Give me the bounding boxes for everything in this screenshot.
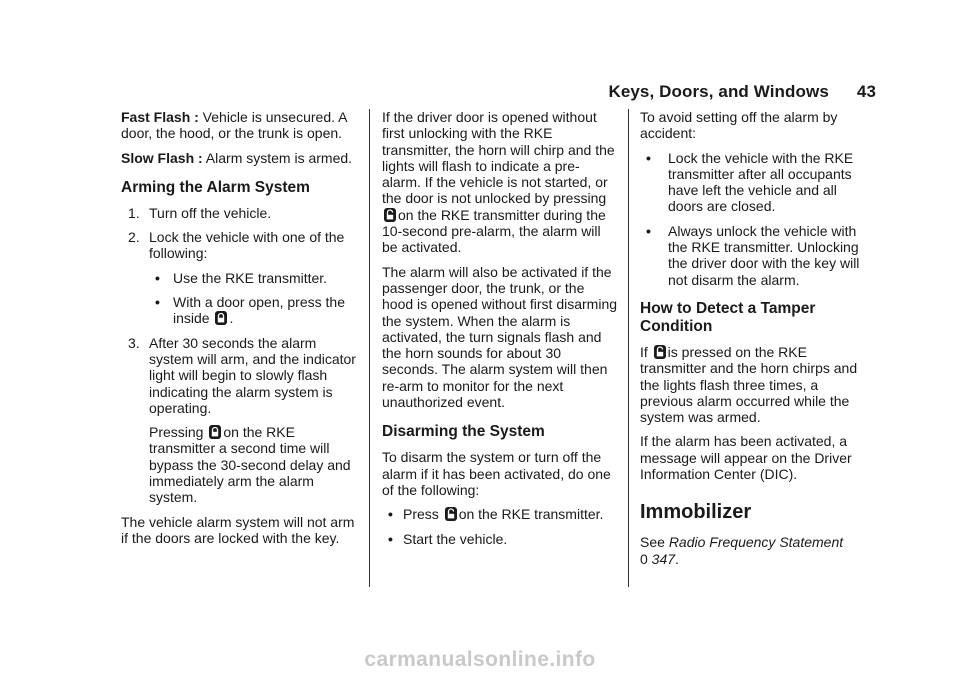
page-ref-symbol: 0	[640, 550, 648, 567]
disarm-option-1-a: Press	[403, 506, 439, 523]
tamper-text-b: is pressed on the RKE transmitter and the horn chirps and the lights flash three times, a previous alarm occurred while the system was armed.	[640, 343, 858, 426]
column-divider-2	[628, 109, 629, 587]
avoid-tip-2	[640, 223, 872, 288]
column-1	[121, 109, 359, 554]
pre-alarm-paragraph	[382, 109, 618, 256]
pre-alarm-text-a: If the driver door is opened without first unlocking with the RKE transmitter, the horn will chirp and the lights will flash to indicate a pre-alarm. If the vehicle is not started, or the door is not unlocked by pressing	[382, 109, 615, 207]
step-2-text: Lock the vehicle with one of the following:	[149, 229, 345, 262]
bullet-dot: •	[646, 222, 651, 239]
dic-paragraph: If the alarm has been activated, a message will appear on the Driver Information Center (DIC).	[640, 433, 852, 483]
step-2-number: 2.	[128, 229, 140, 246]
avoid-tip-1	[640, 150, 872, 215]
fast-flash-paragraph	[121, 109, 359, 142]
avoid-tip-2-text: Always unlock the vehicle with the RKE transmitter. Unlocking the driver door with the key will not disarm the alarm.	[668, 222, 860, 288]
tamper-paragraph	[640, 344, 872, 425]
section-title: Keys, Doors, and Windows	[608, 82, 829, 101]
step-2	[121, 229, 359, 326]
step-3-press-b: on the RKE transmitter a second time will bypass the 30-second delay and immediately arm the alarm system.	[149, 424, 351, 506]
fast-flash-term: Fast Flash :	[121, 109, 199, 125]
arming-steps	[121, 205, 359, 506]
reference-page[interactable]: 347	[647, 550, 676, 567]
disarm-options	[382, 506, 618, 547]
slow-flash-text: Alarm system is armed.	[202, 149, 353, 166]
bullet-dot: •	[155, 269, 160, 286]
unlock-key-icon	[384, 208, 396, 222]
activation-paragraph: The alarm will also be activated if the passenger door, the trunk, or the hood is opened without first disarming the system. When the alarm is activated, the turn signals flash and the horn sounds for about 30 seconds. The alarm system will then re-arm to monitor for the next unauthorized event.	[382, 263, 618, 411]
unlock-key-icon	[654, 345, 666, 359]
page-header	[0, 82, 876, 102]
pre-alarm-text-b: on the RKE transmitter during the 10-second pre-alarm, the alarm will be activated.	[382, 206, 606, 256]
reference-link[interactable]: Radio Frequency Statement	[668, 534, 844, 551]
disarm-option-2	[382, 531, 618, 547]
step-1-number: 1.	[128, 204, 140, 221]
heading-tamper: How to Detect a Tamper Condition	[640, 299, 816, 335]
column-3	[640, 109, 872, 575]
disarm-intro: To disarm the system or turn off the alarm if it has been activated, do one of the following:	[382, 449, 611, 498]
heading-arming: Arming the Alarm System	[121, 178, 310, 196]
see-label: See	[640, 534, 669, 551]
heading-disarming: Disarming the System	[382, 423, 545, 441]
bullet-dot: •	[155, 294, 160, 311]
step-3-number: 3.	[128, 334, 140, 351]
step-2-option-1	[149, 270, 359, 286]
disarm-option-1-b: on the RKE transmitter.	[458, 506, 604, 523]
bullet-dot: •	[646, 149, 651, 166]
step-2-options	[149, 270, 359, 327]
slow-flash-paragraph	[121, 150, 359, 166]
reference-end: .	[675, 550, 679, 567]
avoid-intro: To avoid setting off the alarm by accident:	[640, 109, 838, 142]
watermark: carmanualsonline.info	[364, 648, 596, 671]
page-number: 43	[856, 82, 876, 101]
step-1	[121, 205, 359, 221]
disarm-option-2-text: Start the vehicle.	[403, 530, 508, 547]
column-divider-1	[369, 109, 370, 587]
fast-flash-text: Vehicle is unsecured. A door, the hood, or the trunk is open.	[121, 109, 347, 142]
lock-key-icon	[209, 425, 221, 439]
avoid-tip-1-text: Lock the vehicle with the RKE transmitter after all occupants have left the vehicle and all doors are closed.	[668, 149, 854, 215]
disarm-option-1	[382, 506, 618, 522]
immobilizer-reference	[640, 534, 872, 567]
step-3-text: After 30 seconds the alarm system will arm, and the indicator light will begin to slowly flash indicating the alarm system is operating.	[149, 334, 356, 416]
bullet-dot: •	[388, 530, 393, 547]
tamper-text-a: If	[640, 343, 648, 360]
step-2-option-2	[149, 294, 359, 327]
closing-paragraph: The vehicle alarm system will not arm if the doors are locked with the key.	[121, 513, 355, 546]
slow-flash-term: Slow Flash :	[121, 149, 203, 166]
step-2-option-2-text: With a door open, press the inside	[173, 294, 345, 327]
column-2	[382, 109, 618, 555]
bullet-dot: •	[388, 506, 393, 523]
unlock-key-icon	[445, 507, 457, 521]
step-2-option-1-text: Use the RKE transmitter.	[173, 269, 328, 286]
step-3	[121, 335, 359, 506]
lock-key-icon	[215, 311, 227, 325]
step-1-text: Turn off the vehicle.	[149, 204, 272, 221]
heading-immobilizer: Immobilizer	[640, 501, 752, 524]
step-3-press-a: Pressing	[149, 424, 204, 441]
step-3-press	[149, 424, 359, 505]
step-2-option-2-end: .	[229, 310, 234, 327]
avoid-tips	[640, 150, 872, 288]
